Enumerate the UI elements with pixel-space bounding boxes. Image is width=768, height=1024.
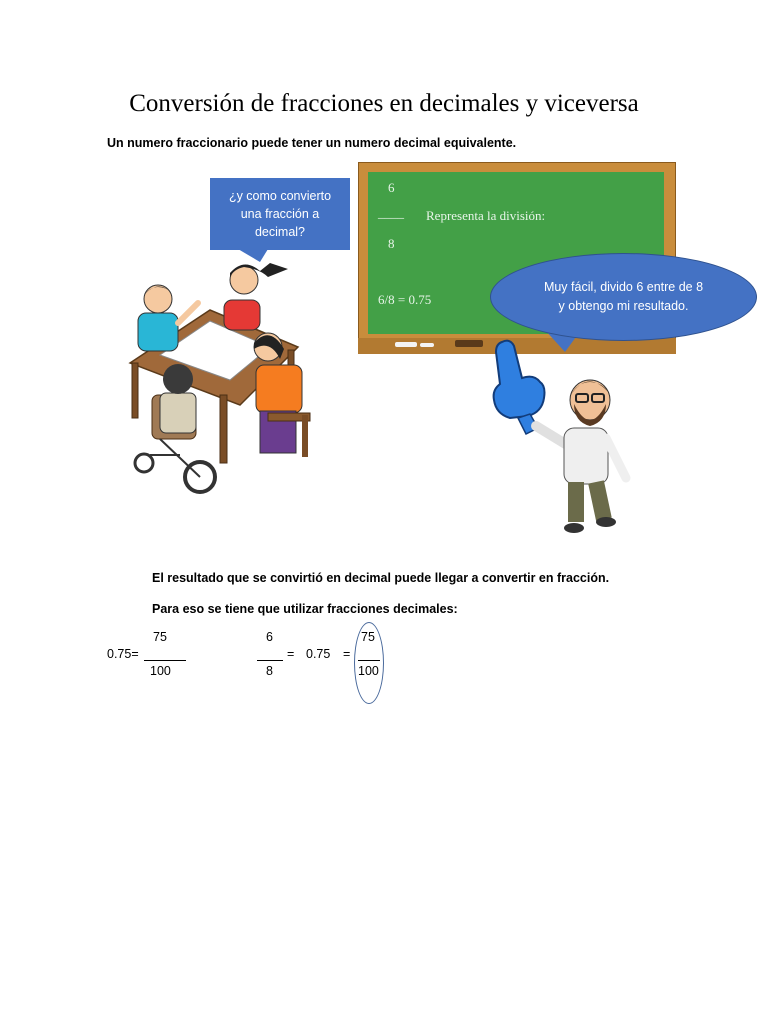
eq2-fraction-bar — [257, 660, 283, 661]
body-line-1: El resultado que se convirtió en decimal puede llegar a convertir en fracción. — [152, 571, 610, 585]
board-numerator: 6 — [388, 180, 395, 195]
eq2-equals: = — [287, 647, 295, 661]
student-right — [254, 333, 310, 457]
board-label: Representa la división: — [426, 208, 546, 223]
eq1-left: 0.75= — [107, 647, 139, 661]
result-highlight-circle — [354, 622, 384, 704]
eq1-numerator: 75 — [153, 630, 167, 644]
question-line: decimal? — [254, 225, 306, 239]
foam-hand — [494, 341, 545, 434]
answer-line: Muy fácil, divido 6 entre de 8 — [543, 280, 704, 294]
eq2-decimal: 0.75 — [306, 647, 331, 661]
student-top — [224, 263, 288, 330]
chalk-piece — [420, 343, 434, 347]
question-callout — [210, 178, 350, 250]
eq2-denominator: 8 — [266, 664, 273, 678]
question-line: una fracción a — [240, 207, 320, 221]
eraser — [455, 340, 483, 347]
answer-callout — [490, 253, 757, 341]
students-illustration — [120, 255, 320, 505]
question-callout-tail — [238, 249, 278, 263]
eq2-equals: = — [343, 647, 351, 661]
question-line: ¿y como convierto — [228, 189, 332, 203]
body-line-2: Para eso se tiene que utilizar fracciones decimales: — [152, 602, 458, 616]
intro-text: Un numero fraccionario puede tener un numero decimal equivalente. — [107, 136, 517, 150]
board-equation: 6/8 = 0.75 — [378, 292, 432, 307]
eq1-denominator: 100 — [150, 664, 171, 678]
teacher — [564, 380, 626, 533]
chalk-piece — [395, 342, 417, 347]
page-title: Conversión de fracciones en decimales y viceversa — [129, 90, 639, 117]
eq1-fraction-bar — [144, 660, 186, 661]
answer-line: y obtengo mi resultado. — [558, 299, 689, 313]
board-denominator: 8 — [388, 236, 395, 251]
eq2-result-numerator: 75 — [361, 630, 375, 644]
teacher-illustration — [488, 338, 638, 538]
eq2-result-denominator: 100 — [358, 664, 379, 678]
eq2-numerator: 6 — [266, 630, 273, 644]
board-fraction-bar: ____ — [378, 205, 404, 220]
